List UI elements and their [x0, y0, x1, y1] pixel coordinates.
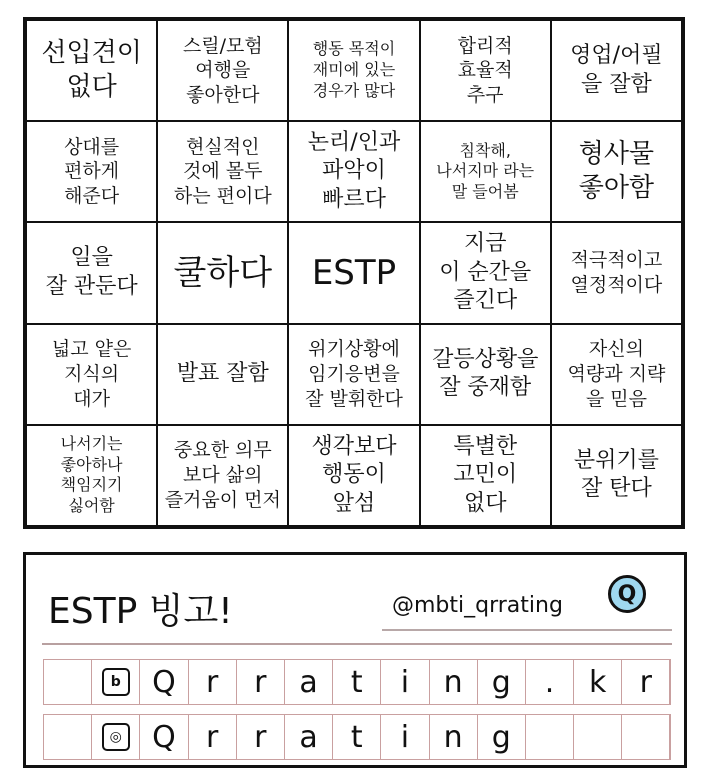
bingo-cell: 침착해, 나서지마 라는 말 들어봄 [420, 121, 551, 222]
bingo-title: ESTP 빙고! [48, 591, 233, 632]
letter-box [574, 715, 622, 759]
letter-box: a [285, 660, 333, 704]
letter-box: Q [140, 660, 188, 704]
letter-box: n [430, 660, 478, 704]
bingo-cell: 분위기를 잘 탄다 [551, 425, 682, 526]
website-row [43, 659, 671, 705]
letter-box [92, 715, 140, 759]
bingo-cell: 생각보다 행동이 앞섬 [288, 425, 419, 526]
bingo-cell: 자신의 역량과 지략 을 믿음 [551, 324, 682, 425]
letter-box [622, 715, 670, 759]
letter-box: i [381, 715, 429, 759]
divider [42, 643, 672, 645]
blog-icon: b [102, 668, 130, 696]
bingo-cell: 위기상황에 임기응변을 잘 발휘한다 [288, 324, 419, 425]
letter-box [526, 715, 574, 759]
bingo-cell: 갈등상황을 잘 중재함 [420, 324, 551, 425]
instagram-row [43, 714, 671, 760]
letter-box: Q [140, 715, 188, 759]
bingo-cell: 적극적이고 열정적이다 [551, 222, 682, 323]
letter-box: g [478, 715, 526, 759]
bingo-cell: 스릴/모험 여행을 좋아한다 [157, 20, 288, 121]
letter-box: a [285, 715, 333, 759]
social-handle: @mbti_qrrating [392, 593, 563, 618]
letter-box [44, 715, 92, 759]
bingo-cell: 합리적 효율적 추구 [420, 20, 551, 121]
qrrating-logo-icon: Q [608, 575, 646, 613]
bingo-cell: 일을 잘 관둔다 [26, 222, 157, 323]
bingo-cell: 논리/인과 파악이 빠르다 [288, 121, 419, 222]
letter-box: . [526, 660, 574, 704]
bingo-cell: 특별한 고민이 없다 [420, 425, 551, 526]
bingo-cell: 행동 목적이 재미에 있는 경우가 많다 [288, 20, 419, 121]
letter-box [44, 660, 92, 704]
letter-box: r [622, 660, 670, 704]
bingo-cell: ESTP [288, 222, 419, 323]
bingo-grid [23, 17, 685, 529]
instagram-icon: ◎ [102, 723, 130, 751]
bingo-cell: 선입견이 없다 [26, 20, 157, 121]
letter-box: r [237, 715, 285, 759]
letter-box: g [478, 660, 526, 704]
bingo-cell: 중요한 의무 보다 삶의 즐거움이 먼저 [157, 425, 288, 526]
bingo-cell: 쿨하다 [157, 222, 288, 323]
letter-box: r [189, 660, 237, 704]
letter-box: i [381, 660, 429, 704]
bingo-cell: 영업/어필 을 잘함 [551, 20, 682, 121]
letter-box: k [574, 660, 622, 704]
bingo-cell: 현실적인 것에 몰두 하는 편이다 [157, 121, 288, 222]
bingo-cell: 상대를 편하게 해준다 [26, 121, 157, 222]
bingo-cell: 형사물 좋아함 [551, 121, 682, 222]
handle-underline [382, 629, 672, 631]
bingo-cell: 넓고 얕은 지식의 대가 [26, 324, 157, 425]
info-card [23, 552, 687, 768]
letter-box: t [333, 660, 381, 704]
bingo-cell: 나서기는 좋아하나 책임지기 싫어함 [26, 425, 157, 526]
bingo-cell: 지금 이 순간을 즐긴다 [420, 222, 551, 323]
letter-box: r [189, 715, 237, 759]
letter-box [92, 660, 140, 704]
letter-box: t [333, 715, 381, 759]
bingo-cell: 발표 잘함 [157, 324, 288, 425]
letter-box: r [237, 660, 285, 704]
letter-box: n [430, 715, 478, 759]
